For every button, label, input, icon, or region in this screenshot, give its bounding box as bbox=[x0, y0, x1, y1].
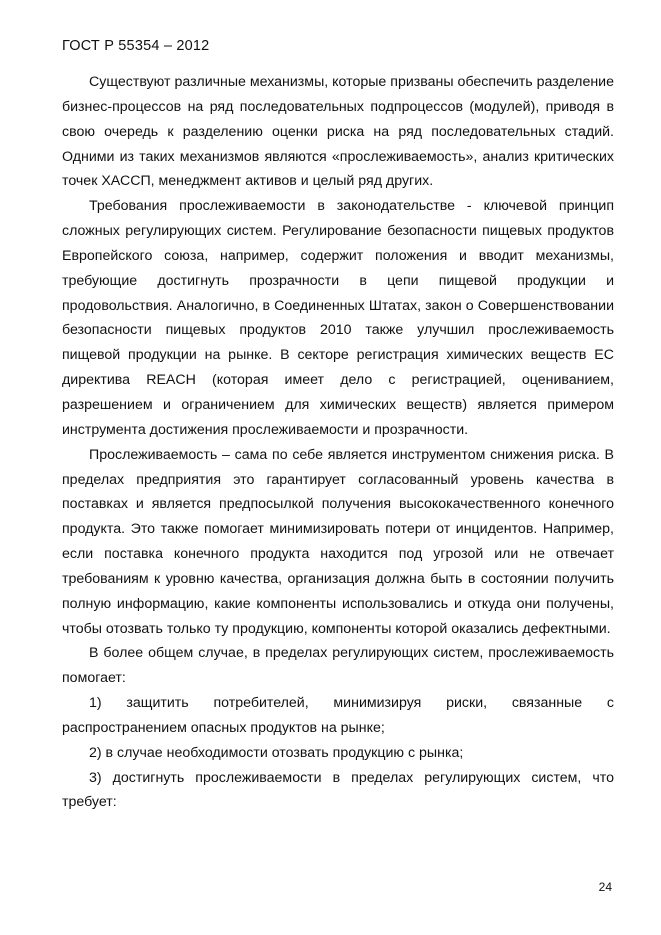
page-number: 24 bbox=[598, 880, 612, 894]
paragraph-risk-reduction: Прослеживаемость – сама по себе является инструментом снижения риска. В пределах предприятия это гарантирует согласованный уровень качества в поставках и является предпосылкой получения высококачественного конечного продукта. Это также помогает минимизировать потери от инцидентов. Например, если поставка конечного продукта находится под угрозой или не отвечает требованиям к уровню качества, организация должна быть в состоянии получить полную информацию, какие компоненты использовались и откуда они получены, чтобы отозвать только ту продукцию, компоненты которой оказались дефектными. bbox=[62, 446, 614, 637]
list-item-1: 1) защитить потребителей, минимизируя риски, связанные с распространением опасных продуктов на рынке; bbox=[62, 695, 614, 736]
document-body bbox=[62, 70, 614, 815]
list-item-3: 3) достигнуть прослеживаемости в пределах регулирующих систем, что требует: bbox=[62, 769, 614, 811]
list-item-2: 2) в случае необходимости отозвать продукцию с рынка; bbox=[89, 744, 464, 761]
paragraph-general-case: В более общем случае, в пределах регулирующих систем, прослеживаемость помогает: bbox=[62, 645, 614, 687]
document-header: ГОСТ Р 55354 – 2012 bbox=[62, 38, 210, 54]
paragraph-mechanisms: Существуют различные механизмы, которые призваны обеспечить разделение бизнес-процессов на ряд последовательных подпроцессов (модулей), приводя в свою очередь к разделению оценки риска на ряд последовательных стадий. Одними из таких механизмов являются «прослеживаемость», анализ критических точек ХАССП, менеджмент активов и целый ряд других. bbox=[62, 74, 614, 190]
paragraph-legislation: Требования прослеживаемости в законодательстве - ключевой принцип сложных регулирующих систем. Регулирование безопасности пищевых продуктов Европейского союза, например, содержит положения и вводит механизмы, требующие достигнуть прозрачности в цепи пищевой продукции и продовольствия. Аналогично, в Соединенных Штатах, закон о Совершенствовании безопасности пищевых продуктов 2010 также улучшил прослеживаемость пищевой продукции на рынке. В секторе регистрация химических веществ ЕС директива REACH (которая имеет дело с регистрацией, оцениванием, разрешением и ограничением для химических веществ) является примером инструмента достижения прослеживаемости и прозрачности. bbox=[62, 198, 614, 438]
